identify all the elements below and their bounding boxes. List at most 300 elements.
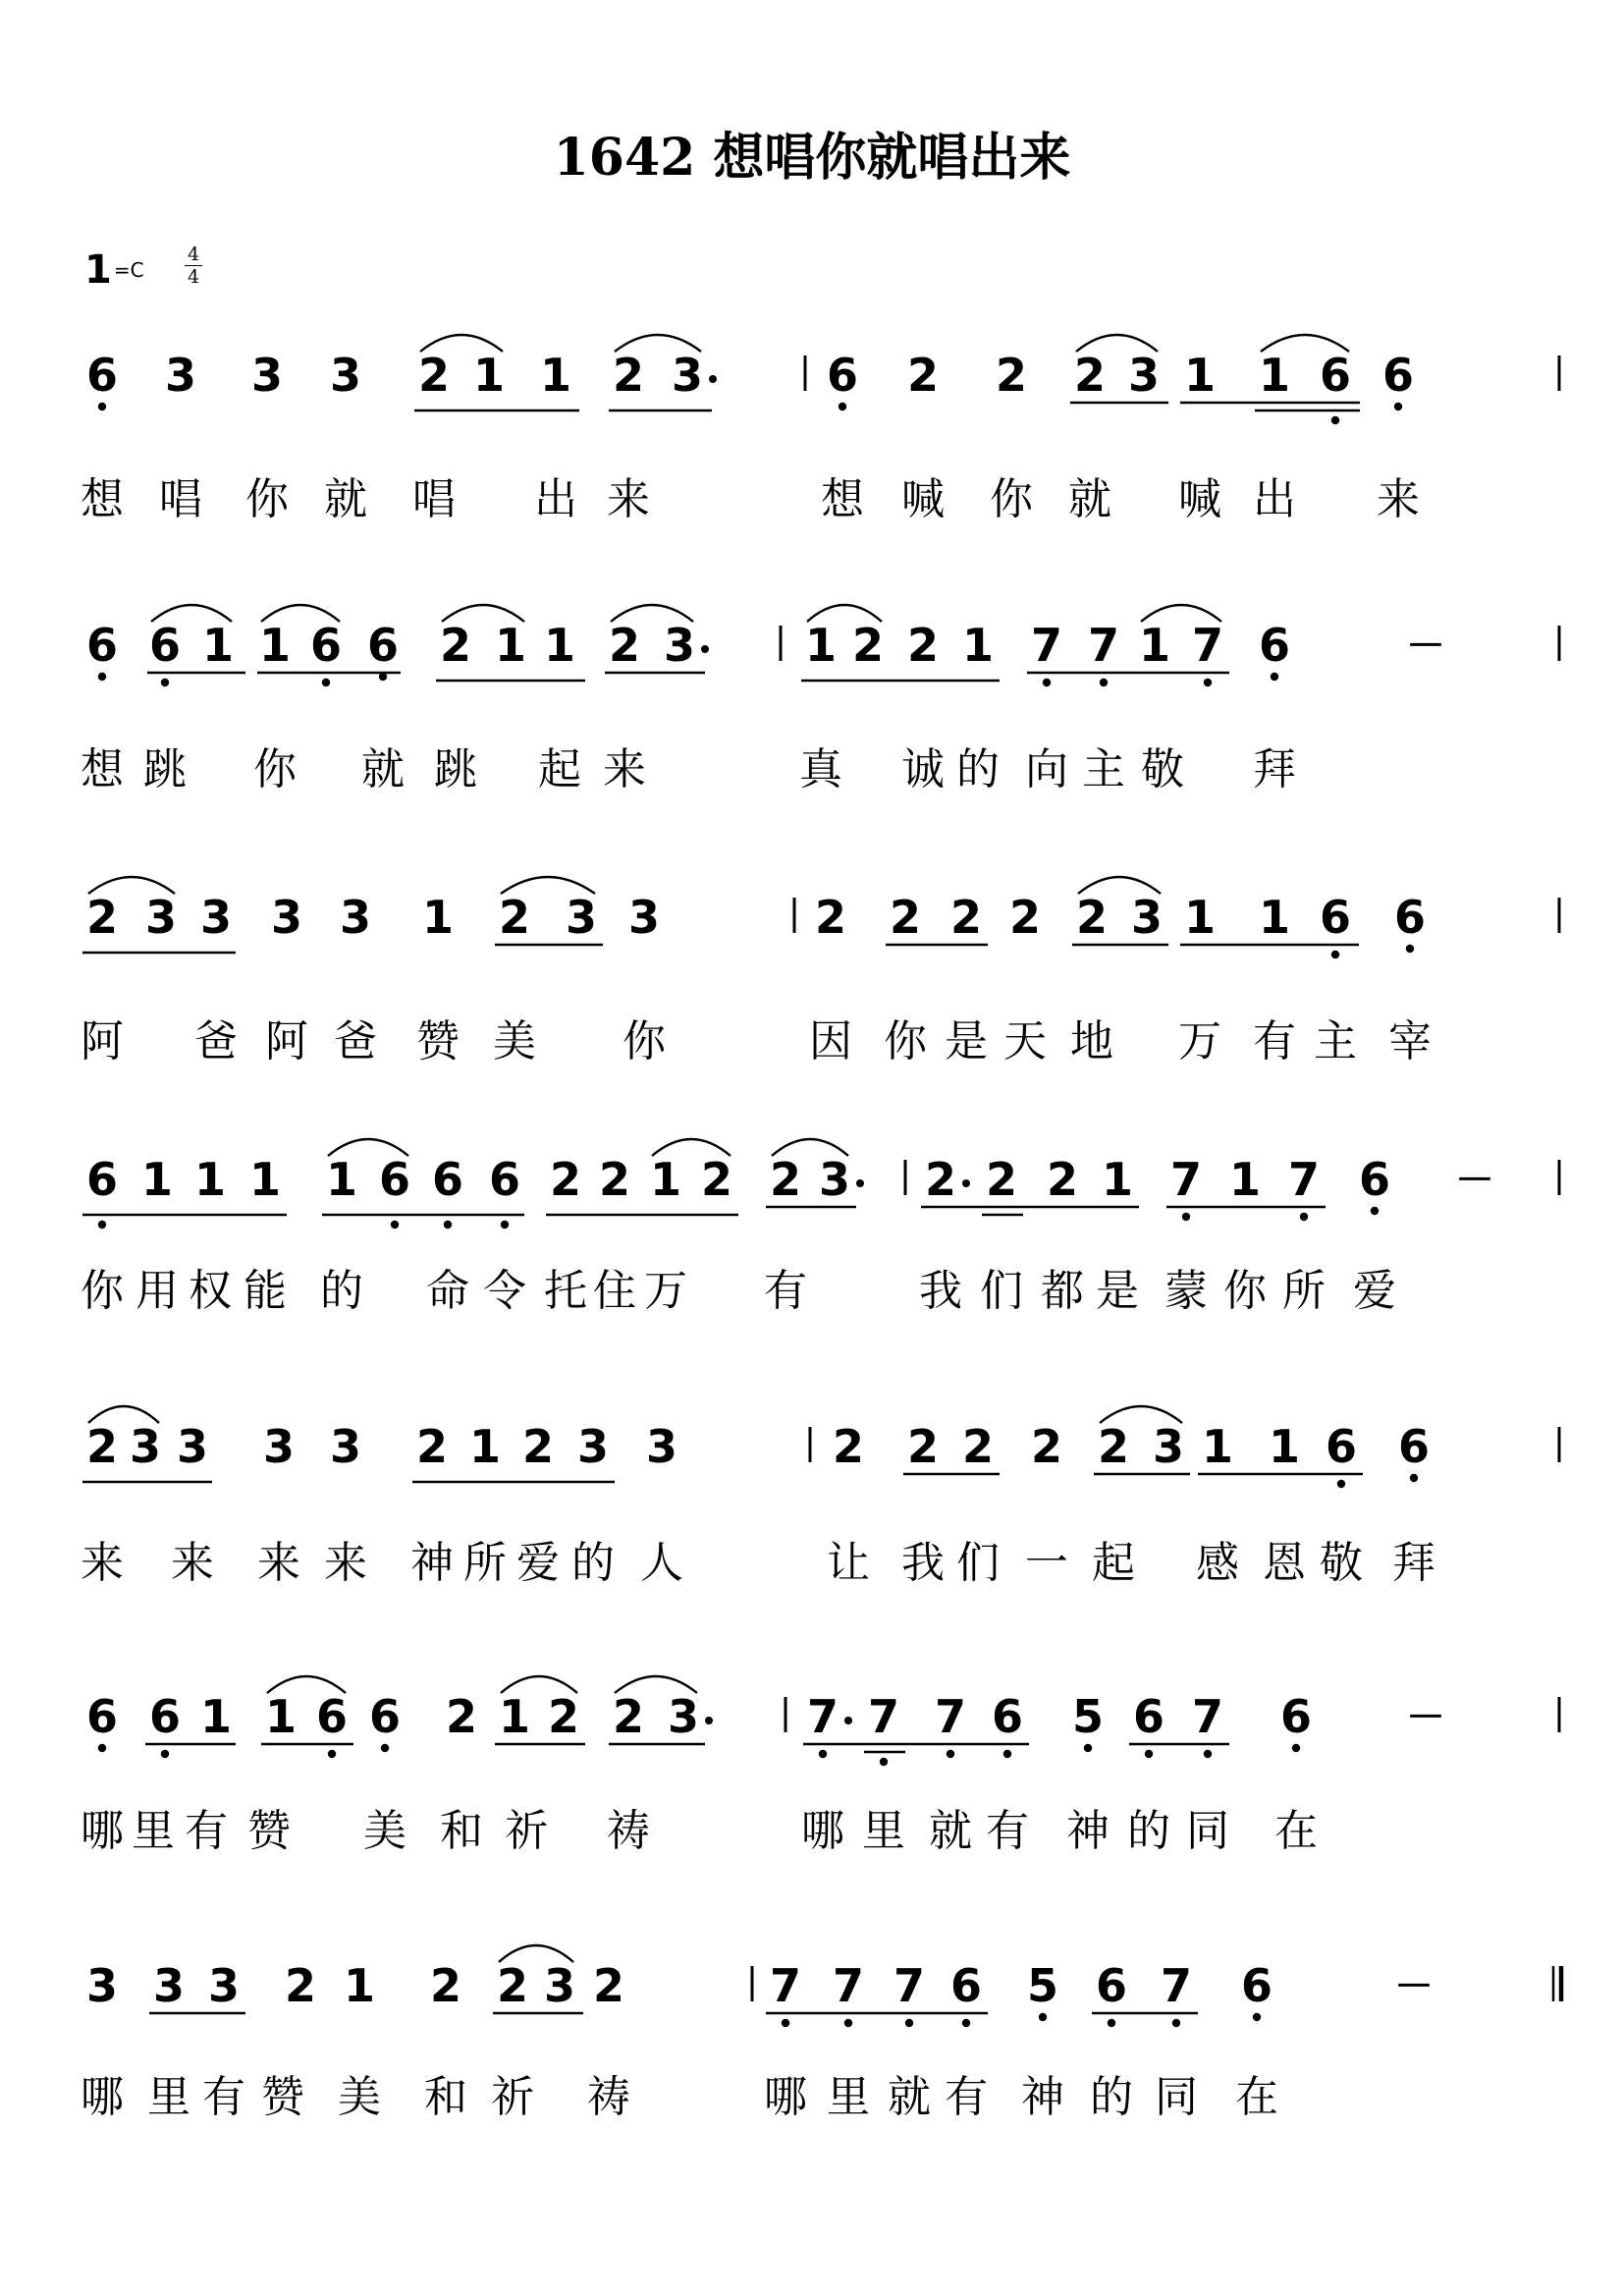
lyric-char: 你 — [253, 744, 297, 794]
note-digit: 1 — [1183, 349, 1217, 402]
note-digit: 3 — [645, 1420, 678, 1473]
note-digit: 3 — [250, 349, 284, 402]
lyric-char: 主 — [1082, 744, 1125, 794]
lyric-char: 所 — [1282, 1266, 1326, 1316]
note-digit: 7 — [893, 1959, 926, 2012]
lyric-char: 天 — [1003, 1016, 1047, 1066]
note-digit: 2 — [1097, 1420, 1130, 1473]
lyric-char: 里 — [147, 2072, 190, 2122]
note-digit: 3 — [207, 1959, 241, 2012]
lyric-char: 拜 — [1253, 744, 1296, 794]
lyric-char: 敬 — [1141, 744, 1184, 794]
low-octave-dot — [161, 1750, 169, 1758]
low-octave-dot — [161, 679, 169, 686]
low-octave-dot — [1253, 2013, 1261, 2021]
augmentation-dot — [962, 1179, 970, 1187]
sustain-dash: － — [1406, 624, 1445, 669]
low-octave-dot — [98, 673, 106, 681]
lyric-char: 我 — [901, 1538, 945, 1588]
note-digit: 7 — [1087, 619, 1120, 672]
low-octave-dot — [1371, 1207, 1379, 1215]
lyric-char: 有 — [1253, 1016, 1296, 1066]
note-digit: 6 — [431, 1153, 464, 1206]
note-digit: 3 — [262, 1420, 296, 1473]
note-digit: 1 — [1258, 891, 1291, 944]
lyric-char: 人 — [640, 1538, 683, 1588]
lyric-char: 的 — [1090, 2072, 1133, 2122]
low-octave-dot — [1084, 1744, 1092, 1752]
note-digit: 2 — [445, 1690, 478, 1743]
lyric-char: 神 — [1066, 1806, 1110, 1856]
note-digit: 2 — [429, 1959, 462, 2012]
lyric-char: 有 — [185, 1806, 228, 1856]
note-digit: 2 — [924, 1153, 957, 1206]
low-octave-dot — [962, 2019, 970, 2027]
note-digit: 2 — [832, 1420, 865, 1473]
lyric-char: 敬 — [1320, 1538, 1363, 1588]
note-digit: 1 — [961, 619, 995, 672]
lyric-char: 阿 — [81, 1016, 124, 1066]
augmentation-dot — [856, 1179, 864, 1187]
staff-row-5 — [81, 1406, 1559, 1588]
lyric-char: 跳 — [434, 744, 477, 794]
staff-row-3 — [81, 877, 1559, 1066]
note-digit: 6 — [85, 1153, 119, 1206]
low-octave-dot — [905, 2019, 913, 2027]
note-digit: 3 — [129, 1420, 162, 1473]
low-octave-dot — [1145, 1750, 1153, 1758]
lyric-char: 来 — [81, 1538, 124, 1588]
lyric-char: 万 — [1178, 1016, 1221, 1066]
lyric-char: 阿 — [265, 1016, 308, 1066]
low-octave-dot — [1043, 679, 1051, 686]
note-digit: 7 — [934, 1690, 967, 1743]
note-digit: 6 — [368, 1690, 402, 1743]
note-digit: 2 — [598, 1153, 631, 1206]
lyric-char: 神 — [410, 1538, 454, 1588]
note-digit: 6 — [1095, 1959, 1128, 2012]
lyric-char: 主 — [1314, 1016, 1357, 1066]
note-digit: 6 — [1258, 619, 1291, 672]
lyric-char: 有 — [764, 1266, 807, 1316]
lyric-char: 来 — [1377, 474, 1420, 524]
lyric-char: 的 — [1127, 1806, 1170, 1856]
lyric-char: 想 — [821, 474, 864, 524]
staff-row-7 — [81, 1945, 1561, 2122]
note-digit: 6 — [309, 619, 343, 672]
lyric-char: 祈 — [491, 2072, 534, 2122]
lyric-char: 地 — [1070, 1016, 1113, 1066]
low-octave-dot — [98, 1221, 106, 1229]
lyric-char: 的 — [571, 1538, 615, 1588]
note-digit: 6 — [1381, 349, 1415, 402]
note-digit: 3 — [663, 619, 696, 672]
low-octave-dot — [322, 679, 330, 686]
note-digit: 1 — [264, 1690, 298, 1743]
lyric-char: 里 — [132, 1806, 175, 1856]
note-digit: 2 — [284, 1959, 317, 2012]
note-digit: 2 — [1073, 349, 1107, 402]
lyric-char: 就 — [361, 744, 405, 794]
note-digit: 6 — [85, 1690, 119, 1743]
note-digit: 2 — [1008, 891, 1042, 944]
note-digit: 3 — [1130, 891, 1164, 944]
sustain-dash: － — [1394, 1964, 1434, 2009]
lyric-char: 爸 — [194, 1016, 238, 1066]
sustain-dash: － — [1455, 1158, 1494, 1203]
note-digit: 6 — [1132, 1690, 1165, 1743]
note-digit: 2 — [415, 1420, 449, 1473]
lyric-char: 想 — [81, 744, 124, 794]
note-digit: 2 — [612, 349, 645, 402]
lyric-char: 唱 — [159, 474, 202, 524]
low-octave-dot — [819, 1750, 827, 1758]
note-digit: 2 — [949, 891, 983, 944]
note-digit: 6 — [148, 619, 182, 672]
lyric-char: 喊 — [1178, 474, 1221, 524]
lyric-char: 们 — [956, 1538, 1000, 1588]
note-digit: 1 — [1201, 1420, 1234, 1473]
note-digit: 2 — [889, 891, 922, 944]
low-octave-dot — [947, 1750, 954, 1758]
note-digit: 2 — [496, 1959, 529, 2012]
lyric-char: 爸 — [334, 1016, 377, 1066]
note-digit: 1 — [472, 349, 506, 402]
lyric-char: 能 — [244, 1266, 287, 1316]
note-digit: 3 — [164, 349, 197, 402]
note-digit: 6 — [315, 1690, 349, 1743]
low-octave-dot — [844, 2019, 852, 2027]
note-digit: 1 — [343, 1959, 376, 2012]
note-digit: 3 — [671, 349, 704, 402]
lyric-char: 在 — [1274, 1806, 1318, 1856]
note-digit: 2 — [439, 619, 472, 672]
lyric-char: 爱 — [516, 1538, 560, 1588]
note-digit: 2 — [700, 1153, 733, 1206]
lyric-char: 令 — [483, 1266, 526, 1316]
note-digit: 1 — [421, 891, 455, 944]
note-digit: 3 — [85, 1959, 119, 2012]
lyric-char: 用 — [135, 1266, 179, 1316]
note-digit: 6 — [85, 349, 119, 402]
lyric-char: 同 — [1155, 2072, 1198, 2122]
lyric-char: 里 — [827, 2072, 870, 2122]
note-digit: 6 — [1397, 1420, 1431, 1473]
lyric-char: 就 — [324, 474, 367, 524]
note-digit: 3 — [576, 1420, 610, 1473]
note-digit: 6 — [949, 1959, 983, 2012]
lyric-char: 有 — [202, 2072, 245, 2122]
note-digit: 3 — [1152, 1420, 1185, 1473]
note-digit: 2 — [549, 1153, 582, 1206]
lyric-char: 就 — [929, 1806, 972, 1856]
augmentation-dot — [705, 1717, 713, 1724]
note-digit: 2 — [85, 1420, 119, 1473]
note-digit: 6 — [488, 1153, 521, 1206]
note-digit: 2 — [498, 891, 531, 944]
low-octave-dot — [1039, 2013, 1047, 2021]
lyric-char: 来 — [171, 1538, 214, 1588]
note-digit: 1 — [468, 1420, 502, 1473]
time-signature-bottom: 4 — [185, 265, 202, 288]
low-octave-dot — [1271, 673, 1278, 681]
augmentation-dot — [709, 375, 717, 383]
sustain-dash: － — [1406, 1695, 1445, 1740]
low-octave-dot — [1108, 2019, 1115, 2027]
note-digit: 2 — [608, 619, 641, 672]
note-digit: 1 — [199, 1690, 233, 1743]
lyric-char: 就 — [1068, 474, 1111, 524]
note-digit: 2 — [612, 1690, 645, 1743]
lyric-char: 祈 — [505, 1806, 548, 1856]
note-digit: 5 — [1071, 1690, 1105, 1743]
note-digit: 6 — [85, 619, 119, 672]
low-octave-dot — [1337, 1480, 1345, 1488]
lyric-char: 的 — [320, 1266, 363, 1316]
note-digit: 2 — [1046, 1153, 1079, 1206]
note-digit: 1 — [1268, 1420, 1301, 1473]
lyric-char: 和 — [440, 1806, 483, 1856]
note-digit: 3 — [329, 349, 362, 402]
note-digit: 2 — [1075, 891, 1109, 944]
lyric-char: 都 — [1041, 1266, 1084, 1316]
note-digit: 1 — [1258, 349, 1291, 402]
lyric-char: 有 — [986, 1806, 1029, 1856]
note-digit: 1 — [649, 1153, 682, 1206]
note-digit: 2 — [814, 891, 847, 944]
lyric-char: 和 — [424, 2072, 467, 2122]
lyric-char: 来 — [257, 1538, 300, 1588]
low-octave-dot — [98, 1744, 106, 1752]
note-digit: 1 — [248, 1153, 282, 1206]
low-octave-dot — [328, 1750, 336, 1758]
note-digit: 3 — [818, 1153, 851, 1206]
song-title: 1642 想唱你就唱出来 — [553, 128, 1071, 188]
note-digit: 7 — [769, 1959, 802, 2012]
note-digit: 1 — [140, 1153, 174, 1206]
lyric-char: 哪 — [81, 1806, 124, 1856]
low-octave-dot — [1182, 1213, 1190, 1221]
note-digit: 1 — [804, 619, 838, 672]
lyric-char: 有 — [945, 2072, 988, 2122]
note-digit: 1 — [1138, 619, 1171, 672]
note-digit: 3 — [339, 891, 372, 944]
lyric-char: 命 — [426, 1266, 469, 1316]
low-octave-dot — [1331, 416, 1339, 424]
note-digit: 3 — [144, 891, 178, 944]
low-octave-dot — [98, 403, 106, 410]
note-digit: 2 — [906, 349, 940, 402]
lyric-char: 哪 — [764, 2072, 807, 2122]
lyric-char: 因 — [809, 1016, 852, 1066]
note-digit: 7 — [1160, 1959, 1193, 2012]
lyric-char: 神 — [1021, 2072, 1064, 2122]
lyric-char: 祷 — [607, 1806, 650, 1856]
staff-row-1 — [81, 335, 1559, 524]
lyric-char: 你 — [245, 474, 289, 524]
note-digit: 6 — [1325, 1420, 1358, 1473]
note-digit: 7 — [1287, 1153, 1321, 1206]
low-octave-dot — [1100, 679, 1108, 686]
note-digit: 3 — [199, 891, 233, 944]
lyric-char: 跳 — [143, 744, 187, 794]
staff-row-2 — [81, 605, 1559, 794]
lyric-char: 出 — [1253, 474, 1296, 524]
note-digit: 3 — [329, 1420, 362, 1473]
note-digit: 7 — [1191, 619, 1224, 672]
low-octave-dot — [444, 1221, 452, 1229]
lyric-char: 出 — [534, 474, 577, 524]
lyric-char: 你 — [1223, 1266, 1267, 1316]
lyric-char: 你 — [990, 474, 1033, 524]
low-octave-dot — [1394, 403, 1402, 410]
note-digit: 1 — [258, 619, 292, 672]
lyric-char: 们 — [980, 1266, 1023, 1316]
note-digit: 1 — [1183, 891, 1217, 944]
note-digit: 5 — [1026, 1959, 1059, 2012]
note-digit: 6 — [1358, 1153, 1391, 1206]
note-digit: 2 — [417, 349, 451, 402]
lyric-char: 所 — [463, 1538, 507, 1588]
lyric-char: 诚 — [901, 744, 945, 794]
note-digit: 3 — [270, 891, 303, 944]
low-octave-dot — [839, 403, 846, 410]
lyric-char: 哪 — [81, 2072, 124, 2122]
lyric-char: 在 — [1235, 2072, 1278, 2122]
note-digit: 2 — [85, 891, 119, 944]
lyric-char: 让 — [827, 1538, 870, 1588]
note-digit: 7 — [1030, 619, 1063, 672]
lyric-char: 来 — [603, 744, 646, 794]
low-octave-dot — [1331, 951, 1339, 958]
lyric-char: 权 — [189, 1266, 232, 1316]
note-digit: 1 — [1101, 1153, 1134, 1206]
note-digit: 6 — [148, 1690, 182, 1743]
lyric-char: 宰 — [1388, 1016, 1432, 1066]
lyric-char: 我 — [919, 1266, 962, 1316]
staff-row-6 — [81, 1676, 1559, 1856]
note-digit: 6 — [1240, 1959, 1273, 2012]
note-digit: 7 — [806, 1690, 839, 1743]
note-digit: 1 — [325, 1153, 358, 1206]
lyric-char: 向 — [1025, 744, 1068, 794]
note-digit: 3 — [152, 1959, 186, 2012]
lyric-char: 爱 — [1353, 1266, 1396, 1316]
note-digit: 2 — [985, 1153, 1018, 1206]
lyric-char: 拜 — [1392, 1538, 1435, 1588]
lyric-char: 你 — [81, 1266, 124, 1316]
note-digit: 2 — [906, 1420, 940, 1473]
note-digit: 1 — [494, 619, 527, 672]
lyric-char: 一 — [1025, 1538, 1068, 1588]
note-digit: 6 — [1319, 891, 1352, 944]
note-digit: 2 — [995, 349, 1028, 402]
lyric-char: 住 — [593, 1266, 636, 1316]
note-digit: 6 — [991, 1690, 1024, 1743]
note-digit: 1 — [1228, 1153, 1262, 1206]
lyric-char: 来 — [607, 474, 650, 524]
low-octave-dot — [880, 1758, 888, 1766]
note-digit: 1 — [543, 619, 576, 672]
low-octave-dot — [501, 1221, 509, 1229]
note-digit: 7 — [1191, 1690, 1224, 1743]
low-octave-dot — [1292, 1744, 1300, 1752]
note-digit: 6 — [1393, 891, 1427, 944]
staff-row-4 — [81, 1139, 1559, 1316]
note-digit: 3 — [667, 1690, 700, 1743]
note-digit: 6 — [378, 1153, 411, 1206]
note-digit: 2 — [906, 619, 940, 672]
note-digit: 6 — [366, 619, 400, 672]
low-octave-dot — [782, 2019, 789, 2027]
time-signature-top: 4 — [187, 244, 200, 265]
lyric-char: 同 — [1186, 1806, 1229, 1856]
lyric-char: 是 — [1096, 1266, 1139, 1316]
note-digit: 6 — [1279, 1690, 1313, 1743]
note-digit: 2 — [521, 1420, 555, 1473]
lyric-char: 感 — [1196, 1538, 1239, 1588]
note-digit: 2 — [1030, 1420, 1063, 1473]
lyric-char: 恩 — [1263, 1538, 1306, 1588]
note-digit: 6 — [1319, 349, 1352, 402]
lyric-char: 你 — [884, 1016, 927, 1066]
note-digit: 2 — [547, 1690, 580, 1743]
lyric-char: 祷 — [587, 2072, 630, 2122]
low-octave-dot — [1204, 1750, 1212, 1758]
lyric-char: 来 — [324, 1538, 367, 1588]
lyric-char: 赞 — [261, 2072, 304, 2122]
lyric-char: 蒙 — [1164, 1266, 1208, 1316]
note-digit: 2 — [961, 1420, 995, 1473]
note-digit: 3 — [627, 891, 661, 944]
key-numeral: 1 — [84, 247, 112, 293]
lyric-char: 你 — [623, 1016, 666, 1066]
lyric-char: 里 — [862, 1806, 905, 1856]
low-octave-dot — [1300, 1213, 1308, 1221]
augmentation-dot — [844, 1717, 852, 1724]
lyric-char: 的 — [956, 744, 1000, 794]
low-octave-dot — [1406, 945, 1414, 953]
low-octave-dot — [1172, 2019, 1180, 2027]
note-digit: 3 — [1127, 349, 1161, 402]
lyric-char: 托 — [544, 1266, 587, 1316]
lyric-char: 起 — [1092, 1538, 1135, 1588]
key-text: =C — [113, 258, 144, 282]
lyric-char: 起 — [538, 744, 581, 794]
note-digit: 3 — [565, 891, 598, 944]
lyric-char: 赞 — [247, 1806, 291, 1856]
lyric-char: 美 — [338, 2072, 381, 2122]
note-digit: 7 — [832, 1959, 865, 2012]
lyric-char: 是 — [945, 1016, 988, 1066]
note-digit: 3 — [176, 1420, 209, 1473]
lyric-char: 真 — [799, 744, 842, 794]
low-octave-dot — [1204, 679, 1212, 686]
lyric-char: 想 — [81, 474, 124, 524]
lyric-char: 美 — [493, 1016, 536, 1066]
note-digit: 7 — [867, 1690, 900, 1743]
note-digit: 6 — [826, 349, 859, 402]
lyric-char: 万 — [644, 1266, 687, 1316]
low-octave-dot — [1003, 1750, 1011, 1758]
lyric-char: 赞 — [416, 1016, 460, 1066]
low-octave-dot — [1410, 1474, 1418, 1482]
note-digit: 2 — [851, 619, 885, 672]
note-digit: 1 — [539, 349, 572, 402]
lyric-char: 就 — [888, 2072, 931, 2122]
lyric-char: 喊 — [901, 474, 945, 524]
note-digit: 7 — [1169, 1153, 1203, 1206]
